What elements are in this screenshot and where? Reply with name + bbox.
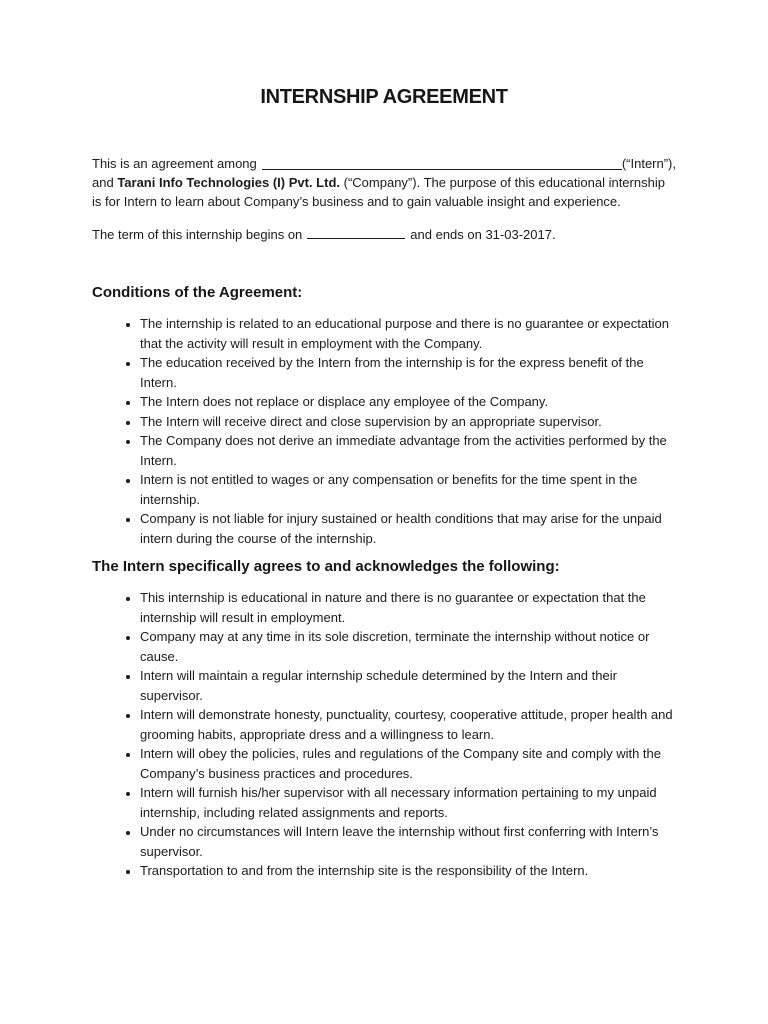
intro-body-text (92, 173, 676, 211)
term-paragraph (92, 225, 676, 244)
bullet-item: • Intern is not entitled to wages or any compensation or benefits for the time spent in the internship. (140, 470, 676, 509)
intro-line1-prefix: This is an agreement among (92, 156, 257, 171)
bullet-item: • Intern will furnish his/her supervisor with all necessary information pertaining to my unpaid internship, including related assignments and reports. (140, 783, 676, 822)
term-prefix: The term of this internship begins on (92, 227, 303, 242)
intro-line-with-blank (92, 154, 676, 173)
bullet-item: • Under no circumstances will Intern leave the internship without first conferring with Intern’s supervisor. (140, 822, 676, 861)
bullet-item: • The Company does not derive an immediate advantage from the activities performed by the Intern. (140, 431, 676, 470)
start-date-blank (307, 226, 405, 239)
bullet-item: • Company is not liable for injury sustained or health conditions that may arise for the unpaid intern during the course of the internship. (140, 509, 676, 548)
bullet-item: • The internship is related to an educational purpose and there is no guarantee or expectation that the activity will result in employment with the Company. (140, 314, 676, 353)
bullet-item: • The Intern does not replace or displace any employee of the Company. (140, 392, 676, 412)
bullet-item: • The education received by the Intern from the internship is for the express benefit of the Intern. (140, 353, 676, 392)
conditions-bullet-list (92, 314, 676, 548)
page-title: INTERNSHIP AGREEMENT (260, 86, 508, 108)
acknowledgements-bullet-list (92, 588, 676, 881)
bullet-item: • Company may at any time in its sole discretion, terminate the internship without notice or cause. (140, 627, 676, 666)
conditions-section-heading: Conditions of the Agreement: (92, 284, 303, 301)
bullet-item: • The Intern will receive direct and close supervision by an appropriate supervisor. (140, 412, 676, 432)
company-name: Tarani Info Technologies (I) Pvt. Ltd. (117, 175, 341, 190)
term-suffix: and ends on 31-03-2017. (410, 227, 556, 242)
bullet-item: • Transportation to and from the internship site is the responsibility of the Intern. (140, 861, 676, 881)
acknowledgements-section-heading: The Intern specifically agrees to and acknowledges the following: (92, 558, 560, 575)
document-content (92, 0, 676, 881)
bullet-item: • Intern will demonstrate honesty, punctuality, courtesy, cooperative attitude, proper health and grooming habits, appropriate dress and a willingness to learn. (140, 705, 676, 744)
intro-line1-suffix: (“Intern”), (621, 156, 676, 171)
intro-pre-company-text: and (92, 175, 118, 190)
bullet-item: • This internship is educational in nature and there is no guarantee or expectation that the internship will result in employment. (140, 588, 676, 627)
intro-paragraph (92, 154, 676, 211)
intern-name-blank (262, 169, 622, 170)
bullet-item: • Intern will obey the policies, rules and regulations of the Company site and comply with the Company’s business practices and procedures. (140, 744, 676, 783)
intro-post-company-text: (“Company”). The purpose of this educational internship is for Intern to learn about Company’s business and to gain valuable insight and experience. (92, 175, 665, 209)
bullet-item: • Intern will maintain a regular internship schedule determined by the Intern and their supervisor. (140, 666, 676, 705)
